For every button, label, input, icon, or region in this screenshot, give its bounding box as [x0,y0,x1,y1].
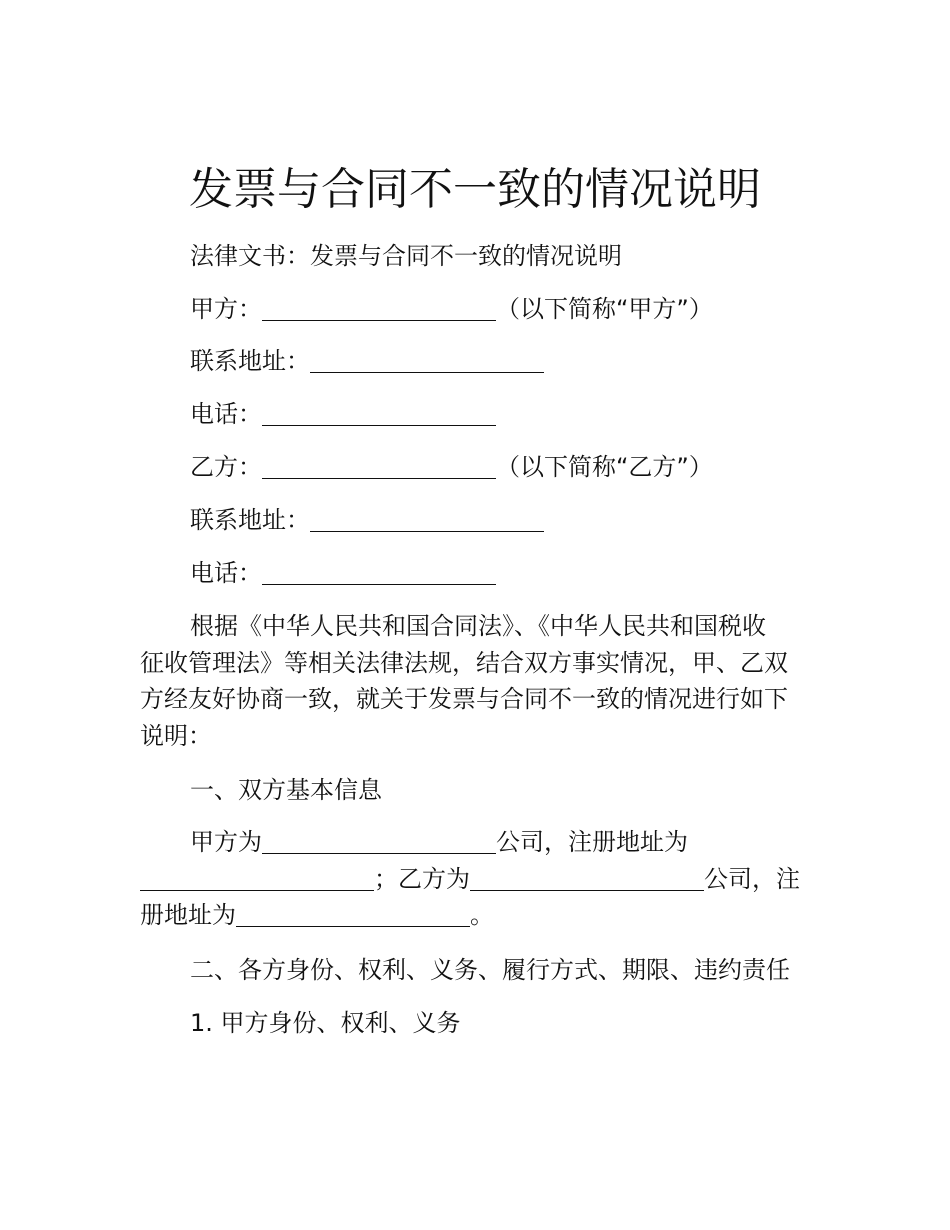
party-b-name-blank [262,454,496,479]
party-a-address-blank [310,348,544,373]
section1-b-addr-prefix: 册地址为 [140,901,236,929]
party-a-address-label: 联系地址： [190,347,310,375]
section2-heading: 二、各方身份、权利、义务、履行方式、期限、违约责任 [190,956,790,984]
party-a-phone-label: 电话： [190,400,262,428]
document-title: 发票与合同不一致的情况说明 [189,164,761,215]
intro-paragraph [140,608,815,754]
section1-a-mid: 公司，注册地址为 [496,828,688,856]
party-b-address-line [190,505,544,535]
party-b-phone-label: 电话： [190,559,262,587]
intro-line: 征收管理法》等相关法律法规，结合双方事实情况，甲、乙双 [140,648,788,677]
party-a-address-line [190,346,544,376]
section1-line [140,861,815,898]
party-a-line [190,294,713,324]
party-a-phone-blank [262,401,496,426]
section1-line [140,824,815,861]
party-b-phone-blank [262,560,496,585]
intro-line: 根据《中华人民共和国合同法》、《中华人民共和国税收 [190,612,766,640]
party-b-address-label: 联系地址： [190,506,310,534]
section1-line [140,897,815,934]
party-b-address-blank [310,507,544,532]
party-b-line [190,452,713,482]
party-a-registered-address-blank [140,866,374,891]
section1-b-prefix: ；乙方为 [374,864,470,893]
intro-line: 说明： [140,721,212,750]
party-a-label: 甲方： [190,295,262,323]
section1-paragraph [140,824,815,934]
party-b-label: 乙方： [190,453,262,481]
party-a-company-blank [262,829,496,854]
section1-b-mid: 公司，注 [704,864,800,893]
party-b-suffix: （以下简称“乙方”） [496,453,713,481]
document-subtitle: 法律文书：发票与合同不一致的情况说明 [190,242,622,270]
section1-a-prefix: 甲方为 [190,828,262,856]
party-a-phone-line [190,399,496,429]
section1-heading: 一、双方基本信息 [190,776,382,804]
item1-heading: 1. 甲方身份、权利、义务 [190,1009,461,1037]
section1-end: 。 [470,901,494,929]
party-a-suffix: （以下简称“甲方”） [496,295,713,323]
party-b-registered-address-blank [236,902,470,927]
party-b-company-blank [470,866,704,891]
party-b-phone-line [190,558,496,588]
intro-line: 方经友好协商一致，就关于发票与合同不一致的情况进行如下 [140,685,788,713]
party-a-name-blank [262,296,496,321]
